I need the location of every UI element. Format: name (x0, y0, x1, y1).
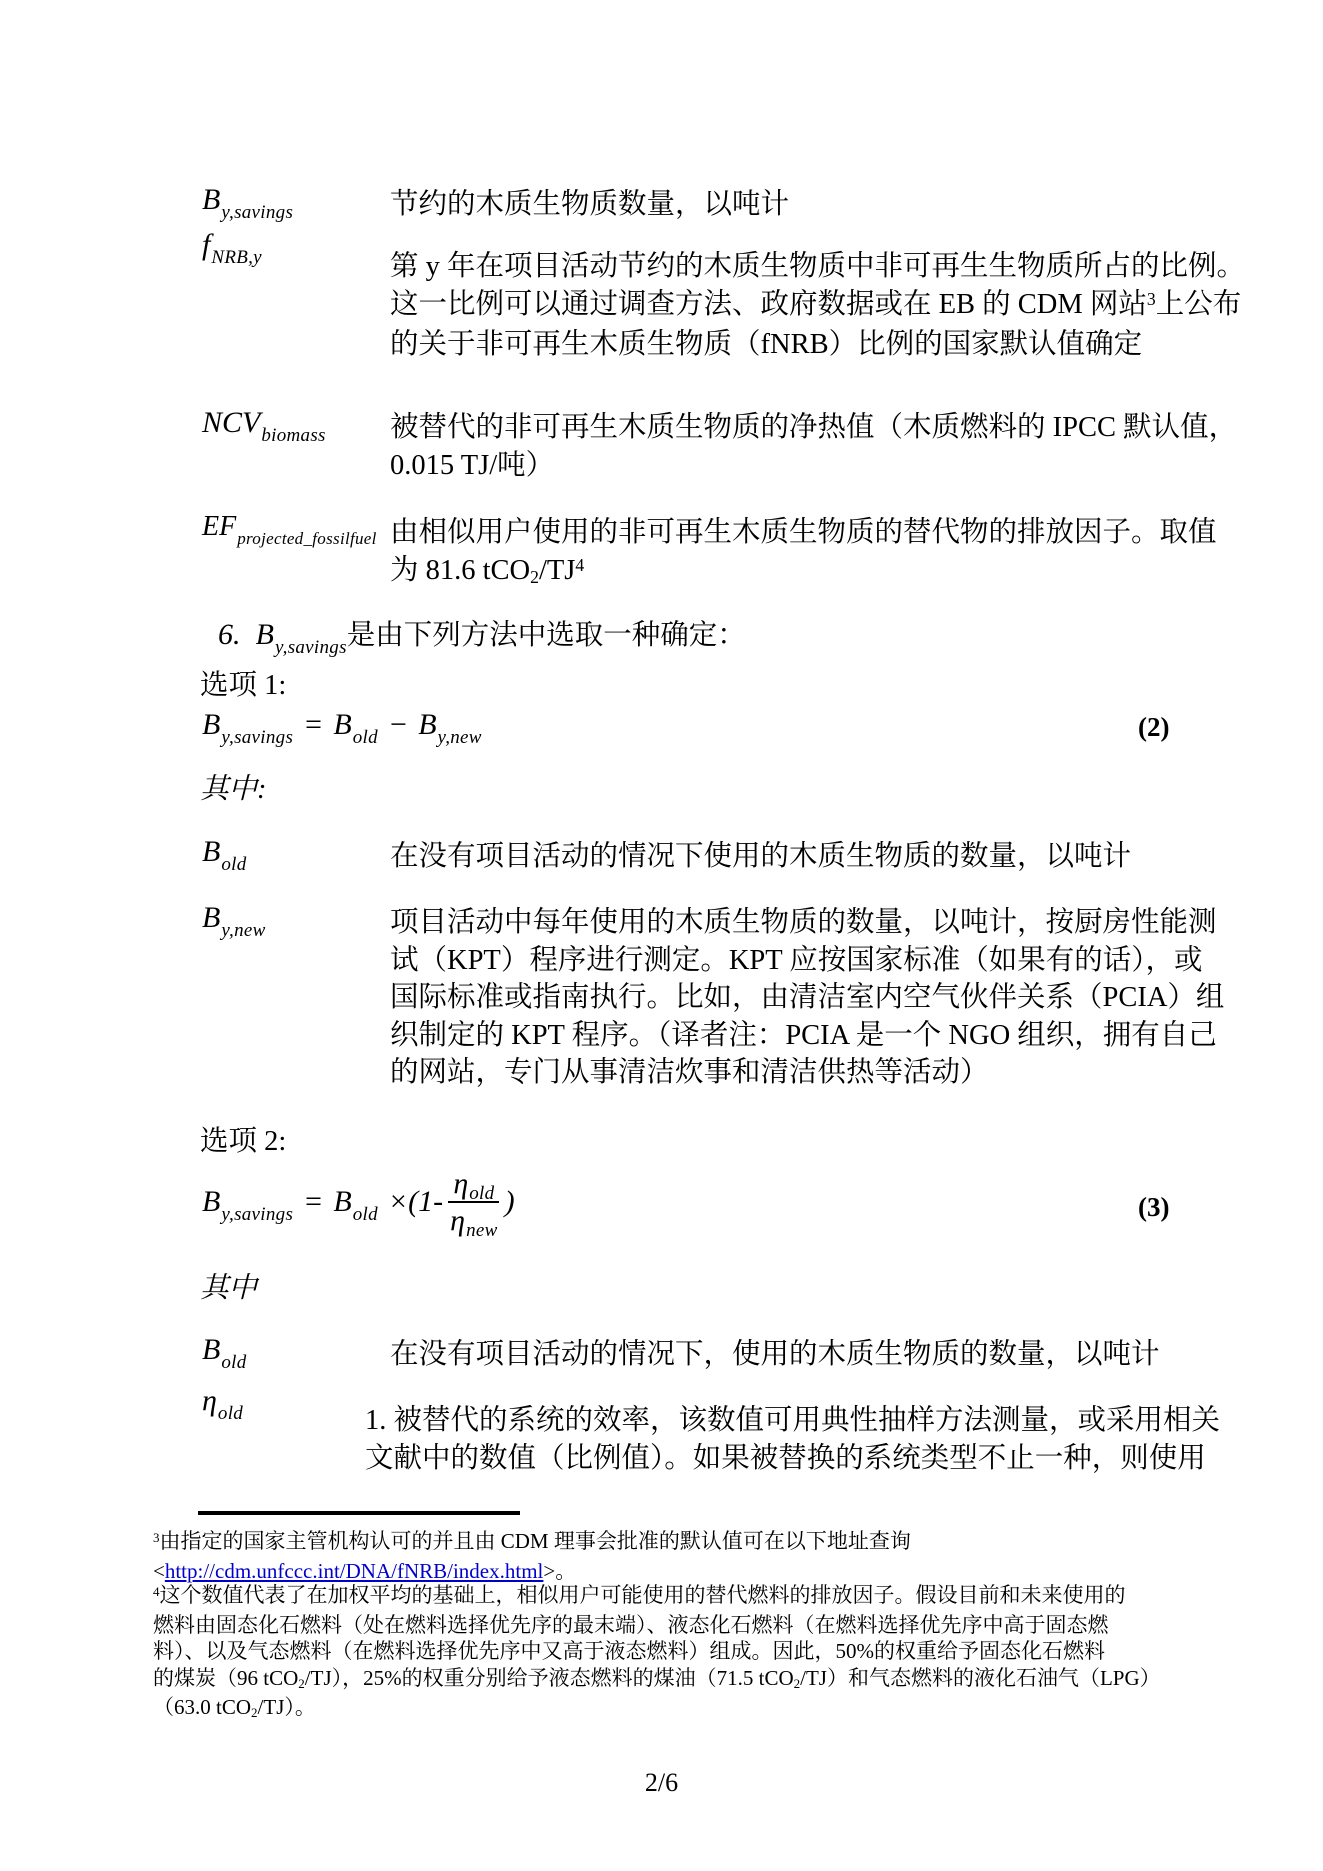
term-subscript: y,savings (274, 637, 347, 658)
text-segment: 的煤炭（96 tCO (153, 1665, 299, 1690)
equation-3-number: (3) (1138, 1192, 1170, 1222)
definition-line: 文献中的数值（比例值）。如果被替换的系统类型不止一种，则使用 (365, 1442, 1206, 1474)
term-ncv-biomass (202, 406, 326, 446)
footnote-line (153, 1558, 911, 1585)
term-base: NCV (202, 406, 261, 439)
footnote-marker-4: 4 (153, 1584, 160, 1600)
definition-line: 织制定的 KPT 程序。（译者注：PCIA 是一个 NGO 组织，拥有自己 (390, 1019, 1217, 1051)
definition-b-old-2: 在没有项目活动的情况下，使用的木质生物质的数量，以吨计 (390, 1339, 1160, 1370)
term-base: η (202, 1384, 217, 1417)
term-subscript: biomass (261, 425, 326, 446)
term-b-y-new: $B_{y,new}$ (418, 708, 482, 748)
footnote-line (153, 1665, 1161, 1695)
text-segment: 这一比例可以通过调查方法、政府数据或在 EB 的 CDM 网站 (390, 288, 1147, 320)
term-base: B (202, 183, 221, 216)
definition-ncv-biomass (390, 409, 1237, 484)
fnrb-url-link[interactable]: http://cdm.unfccc.int/DNA/fNRB/index.html (164, 1558, 544, 1583)
option-1-label: 选项 1: (200, 670, 287, 701)
term-eta-old (202, 1384, 244, 1424)
term-subscript: old (221, 854, 247, 875)
definition-line: 被替代的非可再生木质生物质的净热值（木质燃料的 IPCC 默认值， (390, 412, 1238, 443)
footnote-ref-4: 4 (575, 554, 585, 575)
footnote-text: 这个数值代表了在加权平均的基础上，相似用户可能使用的替代燃料的排放因子。假设目前和未来使用的 (159, 1583, 1126, 1607)
term-b-old: $B_{old}$ (333, 1185, 378, 1225)
term-b-y-savings (202, 183, 294, 223)
term-subscript: old (221, 1352, 247, 1373)
equals-sign: = (303, 708, 324, 741)
definition-line: 试（KPT）程序进行测定。KPT 应按国家标准（如果有的话），或 (390, 944, 1203, 976)
equation-2-number: (2) (1138, 712, 1170, 742)
term-base: f (202, 228, 211, 261)
definition-line: 由相似用户使用的非可再生木质生物质的替代物的排放因子。取值 (390, 517, 1217, 548)
term-base: B (202, 901, 221, 934)
paragraph-number: 6. (218, 618, 241, 651)
page-number: 2/6 (644, 1768, 679, 1797)
term-subscript: y,savings (221, 202, 294, 223)
text-segment: （63.0 tCO (153, 1695, 252, 1719)
definition-b-y-new (390, 904, 1224, 1092)
term-b-y-new (202, 901, 266, 941)
footnote-divider (198, 1511, 520, 1515)
text-segment: 上公布 (1155, 288, 1242, 320)
definition-line: 国际标准或指南执行。比如，由清洁室内空气伙伴关系（PCIA）组 (390, 982, 1225, 1013)
term-base: B (202, 835, 221, 868)
close-paren: ) (504, 1185, 515, 1218)
co2-subscript: 2 (793, 1675, 801, 1691)
definition-line (390, 286, 1245, 327)
paragraph-6 (218, 612, 746, 658)
co2-subscript: 2 (530, 566, 539, 587)
definition-f-nrb-y (390, 248, 1245, 364)
definition-line: 项目活动中每年使用的木质生物质的数量，以吨计，按厨房性能测 (390, 907, 1217, 938)
equation-2 (202, 708, 482, 748)
term-base: B (202, 1333, 221, 1366)
term-b-old: $B_{old}$ (333, 708, 378, 748)
definition-line: 的关于非可再生木质生物质（fNRB）比例的国家默认值确定 (390, 329, 1143, 360)
definition-line (390, 552, 1217, 593)
where-label-1: 其中: (200, 774, 267, 805)
footnote-line: 燃料由固态化石燃料（处在燃料选择优先序的最末端）、液态化石燃料（在燃料选择优先序中高于固态燃 (153, 1612, 1109, 1637)
option-2-label: 选项 2: (200, 1126, 287, 1157)
definition-eta-old (365, 1402, 1220, 1477)
where-label-2: 其中 (200, 1273, 258, 1304)
text-segment: /TJ）。 (257, 1695, 316, 1719)
term-b-old-2 (202, 1333, 247, 1373)
definition-line: 的网站，专门从事清洁炊事和清洁供热等活动） (390, 1057, 989, 1088)
footnote-line (153, 1694, 1161, 1724)
footnote-line: 料）、以及气态燃料（在燃料选择优先序中又高于液态燃料）组成。因此，50%的权重给予固态化石燃料 (153, 1639, 1105, 1663)
term-f-nrb-y (202, 228, 262, 268)
term-subscript: old (217, 1403, 244, 1424)
term-base: B (255, 618, 274, 651)
fraction-numerator: $\eta_{old}$ (448, 1168, 499, 1203)
equals-sign: = (303, 1185, 324, 1218)
co2-subscript: 2 (251, 1705, 258, 1721)
footnote-ref-3: 3 (1146, 288, 1156, 309)
term-ef-projected-fossilfuel (202, 511, 377, 548)
term-b-y-savings-inline (255, 618, 347, 658)
footnote-text: 由指定的国家主管机构认可的并且由 CDM 理事会批准的默认值可在以下地址查询 (159, 1529, 911, 1553)
text-segment: 为 81.6 tCO (390, 554, 531, 586)
term-b-y-savings: $B_{y,savings}$ (202, 708, 294, 748)
footnote-3 (153, 1528, 911, 1584)
definition-line: 第 y 年在项目活动节约的木质生物质中非可再生生物质所占的比例。 (390, 251, 1246, 282)
angle-bracket-open: < (153, 1558, 165, 1583)
fraction-denominator: $\eta_{new}$ (450, 1203, 498, 1241)
term-b-y-savings: $B_{y,savings}$ (202, 1185, 294, 1225)
text-segment: /TJ），25%的权重分别给予液态燃料的煤油（71.5 tCO (304, 1665, 794, 1690)
co2-subscript: 2 (298, 1675, 305, 1691)
fraction-eta-old-over-eta-new (445, 1167, 502, 1241)
term-subscript: NRB,y (211, 247, 262, 268)
angle-bracket-close: >。 (543, 1558, 577, 1583)
minus-sign: − (387, 708, 409, 741)
footnote-marker-3: 3 (153, 1530, 160, 1546)
definition-b-old-1: 在没有项目活动的情况下使用的木质生物质的数量，以吨计 (390, 841, 1132, 872)
definition-ef-projected (390, 514, 1217, 592)
text-segment: /TJ）和气态燃料的液化石油气（LPG） (800, 1665, 1161, 1690)
definition-line: 0.015 TJ/吨） (390, 449, 555, 481)
paragraph-text: 是由下列方法中选取一种确定： (346, 620, 746, 651)
footnote-4 (153, 1582, 1161, 1724)
times-open-paren: ×(1- (387, 1185, 444, 1218)
footnote-line (153, 1528, 911, 1558)
term-b-old (202, 835, 247, 875)
definition-b-y-savings: 节约的木质生物质数量，以吨计 (390, 189, 790, 220)
footnote-line (153, 1582, 1161, 1612)
definition-line: 1. 被替代的系统的效率，该数值可用典性抽样方法测量，或采用相关 (365, 1405, 1221, 1436)
text-segment: /TJ (538, 554, 576, 586)
term-subscript: projected_fossilfuel (237, 529, 377, 548)
term-base: EF (202, 511, 237, 542)
term-subscript: y,new (221, 920, 266, 941)
equation-3 (202, 1167, 515, 1241)
